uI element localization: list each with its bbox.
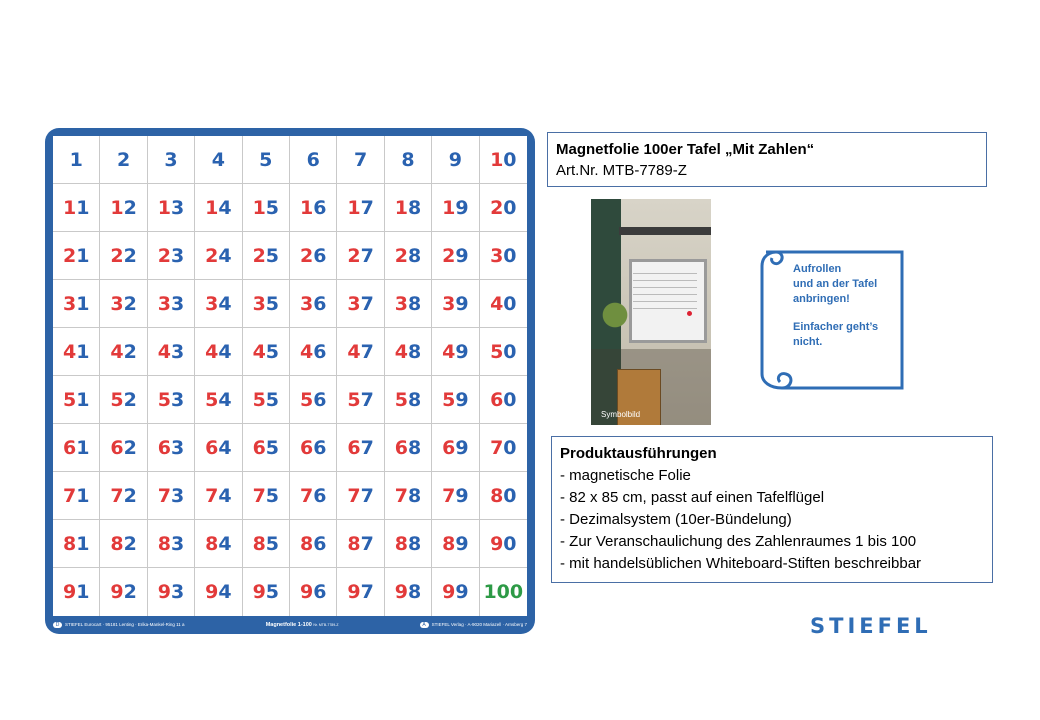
stiefel-logo: STIEFEL <box>810 614 932 638</box>
grid-cell <box>53 328 100 376</box>
scroll-line: und an der Tafel <box>793 278 878 290</box>
grid-number: 45 <box>252 340 280 363</box>
grid-number: 64 <box>205 436 232 459</box>
grid-cell <box>148 568 195 616</box>
grid-cell <box>148 136 195 184</box>
grid-number: 10 <box>490 148 517 171</box>
grid-cell <box>385 136 432 184</box>
grid-cell <box>195 184 242 232</box>
board-footer-center-text: Magnetfolie 1-100 <box>265 622 312 628</box>
grid-cell <box>290 280 337 328</box>
grid-cell <box>432 136 479 184</box>
board-footer-article: Nr. MTB-7789-Z <box>313 623 339 627</box>
grid-number: 49 <box>442 340 469 363</box>
grid-number: 86 <box>299 532 327 555</box>
grid-cell <box>337 280 384 328</box>
grid-cell <box>53 376 100 424</box>
grid-number: 71 <box>62 484 90 507</box>
grid-number: 7 <box>353 148 368 171</box>
scroll-line: Aufrollen <box>793 263 842 275</box>
grid-number: 14 <box>205 196 232 219</box>
grid-cell <box>148 232 195 280</box>
grid-number: 91 <box>62 581 90 603</box>
grid-cell <box>432 472 479 520</box>
grid-cell <box>385 424 432 472</box>
grid-cell <box>337 568 384 616</box>
country-badge-d: D <box>53 622 62 628</box>
grid-number: 42 <box>110 340 137 363</box>
grid-cell <box>100 280 147 328</box>
grid-number: 37 <box>347 292 374 315</box>
hundred-board <box>45 128 535 634</box>
grid-cell <box>480 232 527 280</box>
grid-cell <box>195 280 242 328</box>
grid-number: 50 <box>490 340 517 363</box>
board-footer-center <box>266 622 339 628</box>
grid-number: 39 <box>442 292 469 315</box>
grid-cell <box>195 376 242 424</box>
features-heading: Produktausführungen <box>560 445 717 462</box>
grid-number: 62 <box>110 436 137 459</box>
grid-number: 47 <box>347 340 374 363</box>
grid-cell <box>432 568 479 616</box>
grid-number: 29 <box>442 244 469 267</box>
grid-number: 32 <box>110 292 137 315</box>
grid-cell <box>53 568 100 616</box>
grid-cell <box>100 520 147 568</box>
grid-cell <box>195 136 242 184</box>
grid-number: 52 <box>110 388 137 411</box>
grid-cell <box>243 136 290 184</box>
grid-number: 79 <box>442 484 469 507</box>
feature-item: - Dezimalsystem (10er-Bündelung) <box>560 511 792 528</box>
grid-cell <box>337 328 384 376</box>
grid-number: 22 <box>110 244 137 267</box>
grid-number: 28 <box>394 244 422 267</box>
grid-cell <box>337 472 384 520</box>
grid-cell <box>243 424 290 472</box>
grid-number: 13 <box>157 196 185 219</box>
grid-number: 24 <box>205 244 232 267</box>
grid-number: 77 <box>347 484 374 507</box>
grid-cell <box>100 232 147 280</box>
grid-number: 97 <box>347 581 374 603</box>
grid-cell <box>243 232 290 280</box>
grid-cell <box>53 424 100 472</box>
grid-cell <box>100 424 147 472</box>
grid-number: 100 <box>483 581 524 603</box>
grid-cell <box>243 280 290 328</box>
grid-cell <box>100 472 147 520</box>
grid-cell <box>100 328 147 376</box>
grid-number: 55 <box>252 388 280 411</box>
grid-number: 27 <box>347 244 374 267</box>
grid-cell <box>243 376 290 424</box>
grid-cell <box>432 520 479 568</box>
grid-number: 53 <box>157 388 185 411</box>
grid-cell <box>290 232 337 280</box>
grid-cell <box>243 184 290 232</box>
grid-number: 46 <box>299 340 327 363</box>
feature-item: - 82 x 85 cm, passt auf einen Tafelflügel <box>560 489 825 506</box>
grid-number: 99 <box>442 581 469 603</box>
feature-item: - magnetische Folie <box>560 467 691 484</box>
grid-cell <box>480 472 527 520</box>
grid-cell <box>385 520 432 568</box>
grid-cell <box>148 472 195 520</box>
board-footer-left-text: STIEFEL Eurocart · 95181 Lenting · Erika-Mankel-Ring 11 a <box>65 622 185 628</box>
grid-number: 48 <box>394 340 422 363</box>
grid-cell <box>432 184 479 232</box>
grid-number: 84 <box>205 532 232 555</box>
grid-cell <box>290 184 337 232</box>
grid-number: 4 <box>211 148 225 171</box>
grid-cell <box>480 328 527 376</box>
grid-number: 43 <box>157 340 185 363</box>
grid-number: 15 <box>252 196 280 219</box>
grid-number: 72 <box>110 484 137 507</box>
grid-number: 58 <box>394 388 422 411</box>
classroom-photo <box>591 199 711 425</box>
grid-cell <box>480 568 527 616</box>
grid-number: 6 <box>306 148 320 171</box>
grid-number: 17 <box>347 196 374 219</box>
grid-number: 78 <box>394 484 422 507</box>
grid-number: 70 <box>490 436 517 459</box>
scroll-note <box>793 262 903 350</box>
grid-number: 30 <box>490 244 517 267</box>
grid-cell <box>53 136 100 184</box>
grid-cell <box>337 184 384 232</box>
grid-cell <box>53 280 100 328</box>
grid-cell <box>53 232 100 280</box>
grid-number: 82 <box>110 532 137 555</box>
grid-number: 65 <box>252 436 280 459</box>
grid-number: 26 <box>299 244 327 267</box>
grid-number: 61 <box>62 436 90 459</box>
grid-number: 5 <box>259 148 273 171</box>
grid-cell <box>195 520 242 568</box>
grid-number: 93 <box>157 581 185 603</box>
grid-cell <box>148 328 195 376</box>
grid-cell <box>385 568 432 616</box>
grid-cell <box>337 424 384 472</box>
grid-cell <box>480 424 527 472</box>
article-number: Art.Nr. MTB-7789-Z <box>556 162 687 179</box>
grid-cell <box>385 328 432 376</box>
grid-cell <box>337 232 384 280</box>
grid-cell <box>100 136 147 184</box>
grid-cell <box>53 184 100 232</box>
grid-number: 3 <box>164 148 178 171</box>
grid-number: 18 <box>394 196 422 219</box>
grid-number: 67 <box>347 436 374 459</box>
grid-cell <box>385 184 432 232</box>
grid-number: 96 <box>299 581 327 603</box>
grid-cell <box>432 280 479 328</box>
scroll-line: Einfacher geht’s <box>793 321 879 333</box>
product-features-box <box>551 436 993 583</box>
grid-number: 85 <box>252 532 280 555</box>
grid-number: 21 <box>62 244 90 267</box>
grid-number: 95 <box>252 581 280 603</box>
grid-cell <box>480 184 527 232</box>
grid-cell <box>53 472 100 520</box>
grid-number: 83 <box>157 532 185 555</box>
grid-number: 87 <box>347 532 374 555</box>
grid-cell <box>148 184 195 232</box>
grid-number: 12 <box>110 196 137 219</box>
grid-number: 56 <box>299 388 327 411</box>
grid-number: 8 <box>401 148 415 171</box>
grid-cell <box>195 568 242 616</box>
grid-cell <box>243 472 290 520</box>
grid-cell <box>432 328 479 376</box>
grid-cell <box>290 472 337 520</box>
grid-number: 19 <box>442 196 469 219</box>
feature-item: - Zur Veranschaulichung des Zahlenraumes 1 bis 100 <box>560 533 917 550</box>
grid-cell <box>290 136 337 184</box>
grid-number: 69 <box>442 436 469 459</box>
product-title: Magnetfolie 100er Tafel „Mit Zahlen“ <box>556 141 815 158</box>
grid-cell <box>480 520 527 568</box>
grid-cell <box>148 280 195 328</box>
grid-cell <box>480 280 527 328</box>
grid-cell <box>337 520 384 568</box>
grid-cell <box>100 184 147 232</box>
grid-number: 16 <box>299 196 327 219</box>
grid-cell <box>480 376 527 424</box>
grid-number: 33 <box>157 292 185 315</box>
grid-cell <box>432 376 479 424</box>
grid-number: 41 <box>62 340 90 363</box>
grid-cell <box>290 376 337 424</box>
grid-number: 23 <box>157 244 185 267</box>
grid-number: 25 <box>252 244 280 267</box>
grid-cell <box>148 520 195 568</box>
grid-number: 9 <box>448 148 462 171</box>
grid-cell <box>385 280 432 328</box>
grid-cell <box>195 472 242 520</box>
grid-number: 60 <box>490 388 517 411</box>
grid-number: 88 <box>394 532 422 555</box>
grid-number: 94 <box>205 581 232 603</box>
grid-number: 75 <box>252 484 280 507</box>
grid-cell <box>385 472 432 520</box>
grid-number: 40 <box>490 292 517 315</box>
grid-number: 1 <box>69 148 83 171</box>
grid-cell <box>480 136 527 184</box>
grid-number: 2 <box>116 148 131 171</box>
grid-number: 59 <box>442 388 469 411</box>
grid-cell <box>148 376 195 424</box>
grid-number: 98 <box>394 581 422 603</box>
grid-cell <box>53 520 100 568</box>
board-footer-left <box>53 622 185 628</box>
grid-number: 92 <box>110 581 137 603</box>
grid-number: 66 <box>299 436 327 459</box>
grid-cell <box>432 424 479 472</box>
grid-number: 81 <box>62 532 90 555</box>
grid-number: 57 <box>347 388 374 411</box>
grid-cell <box>243 328 290 376</box>
grid-cell <box>195 232 242 280</box>
grid-number: 89 <box>442 532 469 555</box>
board-footer-right <box>420 622 527 628</box>
grid-cell <box>195 424 242 472</box>
board-footer-right-text: STIEFEL Verlag · A-9020 Mariazell · Arnsberg 7 <box>431 622 527 628</box>
grid-number: 20 <box>490 196 517 219</box>
grid-cell <box>290 328 337 376</box>
grid-cell <box>195 328 242 376</box>
grid-cell <box>100 376 147 424</box>
grid-number: 36 <box>299 292 327 315</box>
grid-cell <box>100 568 147 616</box>
feature-item: - mit handelsüblichen Whiteboard-Stiften beschreibbar <box>560 555 922 572</box>
grid-number: 68 <box>394 436 422 459</box>
grid-number: 38 <box>394 292 422 315</box>
board-footer <box>53 619 527 631</box>
grid-number: 44 <box>205 340 232 363</box>
grid-number: 74 <box>205 484 232 507</box>
grid-cell <box>148 424 195 472</box>
scroll-line: nicht. <box>793 336 823 348</box>
grid-number: 76 <box>299 484 327 507</box>
grid-cell <box>337 136 384 184</box>
country-badge-a: A <box>420 622 429 628</box>
grid-number: 35 <box>252 292 280 315</box>
grid-cell <box>385 232 432 280</box>
grid-cell <box>290 424 337 472</box>
grid-number: 34 <box>205 292 232 315</box>
grid-number: 73 <box>157 484 185 507</box>
grid-number: 11 <box>62 196 90 219</box>
scroll-line: anbringen! <box>793 293 850 305</box>
grid-number: 51 <box>62 388 90 411</box>
number-grid <box>53 136 527 616</box>
grid-number: 31 <box>62 292 90 315</box>
grid-number: 90 <box>490 532 517 555</box>
grid-cell <box>385 376 432 424</box>
grid-cell <box>290 520 337 568</box>
grid-cell <box>432 232 479 280</box>
grid-cell <box>243 520 290 568</box>
title-box <box>547 132 987 187</box>
features-list <box>560 465 984 575</box>
grid-cell <box>337 376 384 424</box>
grid-number: 54 <box>205 388 232 411</box>
photo-caption: Symbolbild <box>601 410 641 419</box>
grid-cell <box>290 568 337 616</box>
grid-number: 80 <box>490 484 517 507</box>
grid-cell <box>243 568 290 616</box>
grid-number: 63 <box>157 436 185 459</box>
